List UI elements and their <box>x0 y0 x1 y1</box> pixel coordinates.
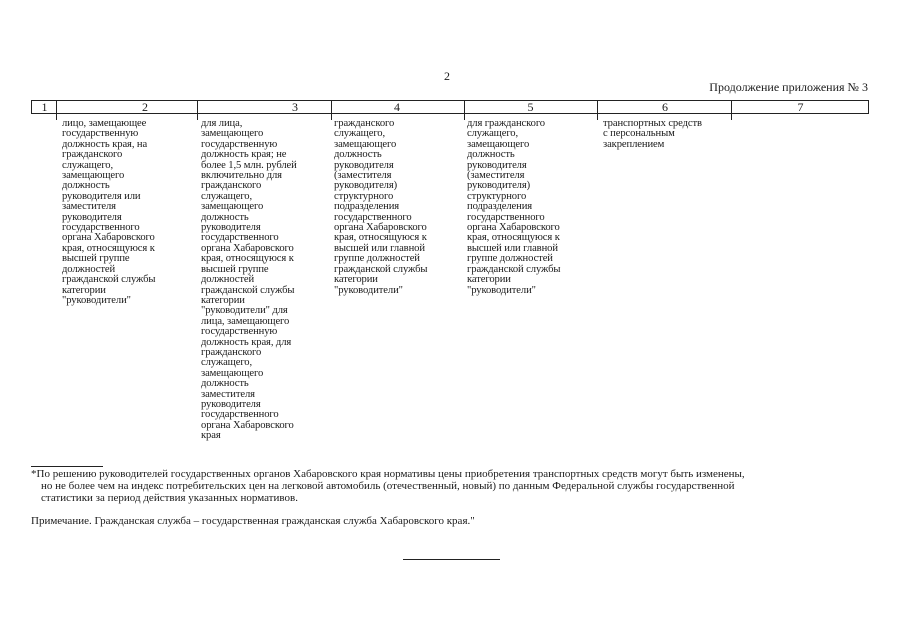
header-cell-1: 1 <box>41 100 48 114</box>
page-number: 2 <box>444 69 450 83</box>
header-cell-2: 2 <box>142 100 148 114</box>
table-cell-col3: для лица, замещающего государственную должность края; не более 1,5 млн. рублей включительно для гражданского служащего, замещающего должность руководителя государственного органа Хабаровского края, относящуюся к высшей группе должностей гражданской службы категории "руководители" для лица, замещающего государственную должность края, для гражданского служащего, замещающего должность заместителя руководителя государственного органа Хабаровского края <box>201 118 297 442</box>
footnote-line-3: статистики за период действия указанных нормативов. <box>41 492 298 504</box>
column-divider <box>464 100 465 120</box>
header-cell-7: 7 <box>797 100 804 114</box>
end-rule <box>403 559 500 560</box>
header-cell-3: 3 <box>292 100 298 114</box>
footnote-rule <box>31 466 103 467</box>
table-cell-col5: для гражданского служащего, замещающего должность руководителя (заместителя руководителя) структурного подразделения государственного органа Хабаровского края, относящуюся к высшей или главной группе должностей гражданской службы категории "руководители" <box>467 118 561 296</box>
header-cell-5: 5 <box>527 100 534 114</box>
header-cell-4: 4 <box>394 100 400 114</box>
continuation-label: Продолжение приложения № 3 <box>709 80 868 94</box>
column-divider <box>597 100 598 120</box>
footnote-line-1: *По решению руководителей государственных органов Хабаровского края нормативы цены приобретения транспортных средств могут быть изменены, <box>31 468 745 480</box>
table-cell-col6: транспортных средств с персональным закреплением <box>603 118 702 150</box>
table-header-row <box>31 100 869 114</box>
column-divider <box>197 100 198 120</box>
table-cell-col2: лицо, замещающее государственную должность края, на гражданского служащего, замещающего должность руководителя или заместителя руководителя государственного органа Хабаровского края, относящуюся к высшей группе должностей гражданской службы категории "руководители" <box>62 118 156 306</box>
column-divider <box>331 100 332 120</box>
footnote <box>31 468 873 504</box>
column-divider <box>731 100 732 120</box>
column-divider <box>56 100 57 120</box>
footnote-line-2: но не более чем на индекс потребительских цен на легковой автомобиль (отечественный, новый) по данным Федеральной службы государственной <box>41 480 735 492</box>
note-text: Примечание. Гражданская служба – государственная гражданская служба Хабаровского края." <box>31 515 475 527</box>
header-cell-6: 6 <box>662 100 668 114</box>
data-table <box>31 100 869 120</box>
table-cell-col4: гражданского служащего, замещающего должность руководителя (заместителя руководителя) структурного подразделения государственного органа Хабаровского края, относящуюся к высшей или главной группе должностей гражданской службы категории "руководители" <box>334 118 428 296</box>
